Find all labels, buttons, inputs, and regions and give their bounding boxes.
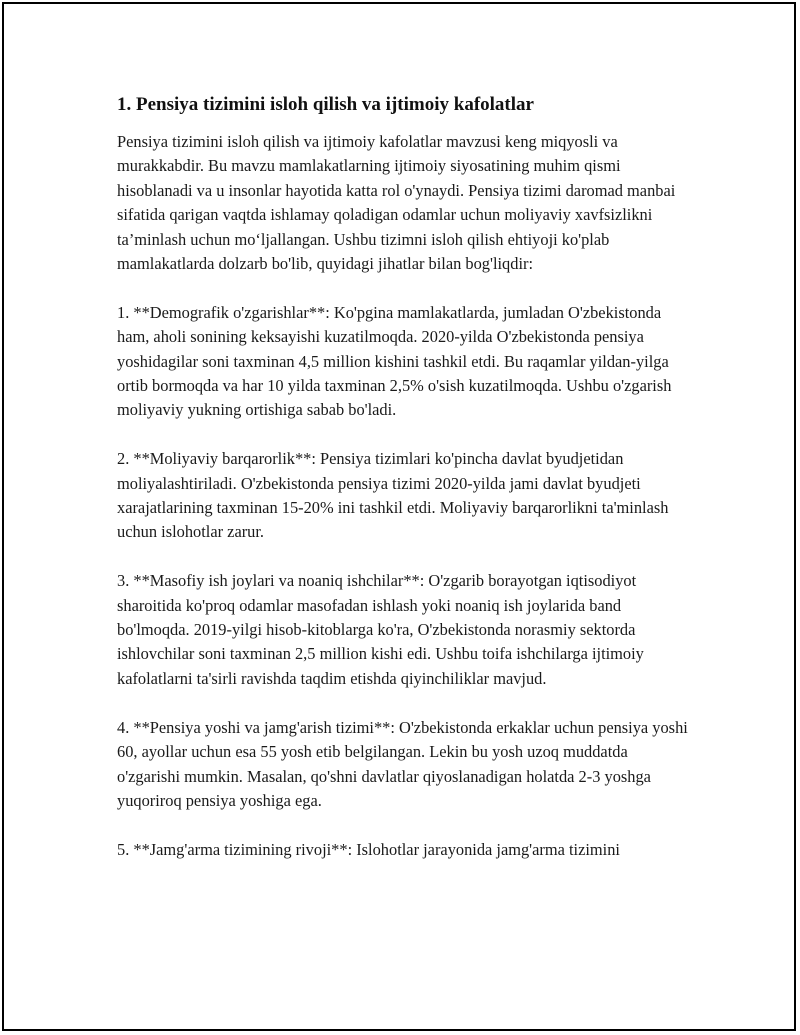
list-item-remote-work: 3. **Masofiy ish joylari va noaniq ishchilar**: O'zgarib borayotgan iqtisodiyot sharoitida ko'proq odamlar masofadan ishlash yoki noaniq ish joylarida band bo'lmoqda. 2019-yilgi hisob-kitoblarga ko'ra, O'zbekistonda norasmiy sektorda ishlovchilar soni taxminan 2,5 million kishi edi. Ushbu toifa ishchilarga ijtimoiy kafolatlarni ta'sirli ravishda taqdim etishda qiyinchiliklar mavjud. [117,571,644,688]
list-item-financial-stability: 2. **Moliyaviy barqarorlik**: Pensiya tizimlari ko'pincha davlat byudjetidan moliyalashtiriladi. O'zbekistonda pensiya tizimi 2020-yilda jami davlat byudjeti xarajatlarining taxminan 15-20% ini tashkil etdi. Moliyaviy barqarorlikni ta'minlash uchun islohotlar zarur. [117,449,669,542]
page-title: 1. Pensiya tizimini isloh qilish va ijtimoiy kafolatlar [117,94,534,115]
list-item-savings-system: 5. **Jamg'arma tizimining rivoji**: Islohotlar jarayonida jamg'arma tizimini [117,839,620,859]
intro-paragraph: Pensiya tizimini isloh qilish va ijtimoiy kafolatlar mavzusi keng miqyosli va murakkabdir. Bu mavzu mamlakatlarning ijtimoiy siyosatining muhim qismi hisoblanadi va u insonlar hayotida katta rol o'ynaydi. Pensiya tizimi daromad manbai sifatida qarigan vaqtda ishlamay qoladigan odamlar uchun moliyaviy xavfsizlikni ta’minlash uchun mo‘ljallangan. Ushbu tizimni isloh qilish ehtiyoji ko'plab mamlakatlarda dolzarb bo'lib, quyidagi jihatlar bilan bog'liqdir: [117,132,676,274]
list-item-demographic-changes: 1. **Demografik o'zgarishlar**: Ko'pgina mamlakatlarda, jumladan O'zbekistonda ham, aholi sonining keksayishi kuzatilmoqda. 2020-yilda O'zbekistonda pensiya yoshidagilar soni taxminan 4,5 million kishini tashkil etdi. Bu raqamlar yildan-yilga ortib bormoqda va har 10 yilda taxminan 2,5% o'sish kuzatilmoqda. Ushbu o'zgarish moliyaviy yukning ortishiga sabab bo'ladi. [117,302,672,420]
document-body [117,92,692,887]
list-item-pension-age: 4. **Pensiya yoshi va jamg'arish tizimi**: O'zbekistonda erkaklar uchun pensiya yoshi 60, ayollar uchun esa 55 yosh etib belgilangan. Lekin bu yosh uzoq muddatda o'zgarishi mumkin. Masalan, qo'shni davlatlar qiyoslanadigan holatda 2-3 yoshga yuqoriroq pensiya yoshiga ega. [117,717,688,810]
